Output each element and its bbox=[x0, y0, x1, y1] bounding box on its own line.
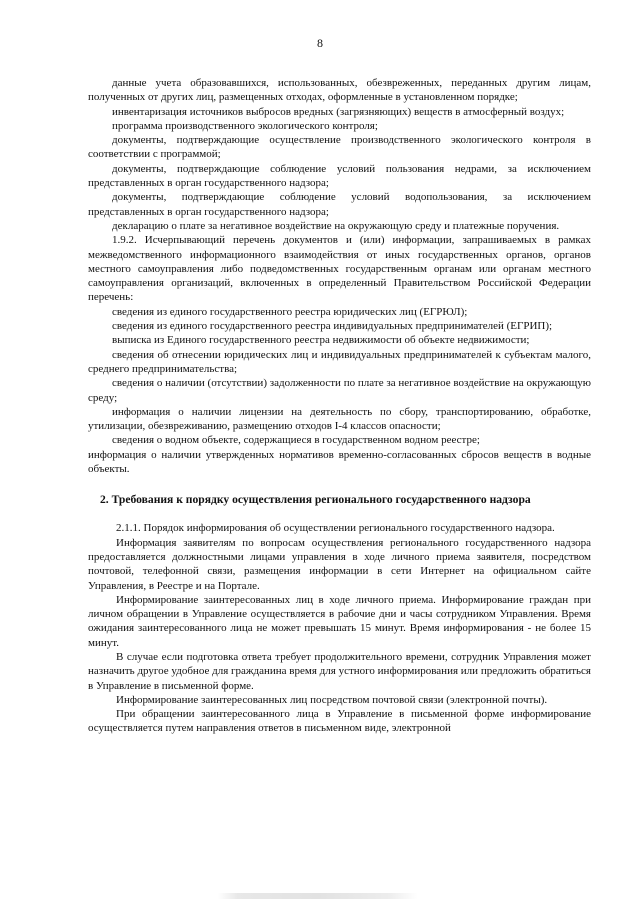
paragraph: программа производственного экологического контроля; bbox=[112, 119, 378, 132]
paragraph: информация о наличии утвержденных нормативов временно-согласованных сбросов веществ в водные объекты. bbox=[88, 448, 591, 476]
paragraph: сведения об отнесении юридических лиц и индивидуальных предпринимателей к субъектам малого, среднего предпринимательства; bbox=[88, 348, 591, 375]
paragraph: документы, подтверждающие соблюдение условий пользования недрами, за исключением представленных в орган государственного надзора; bbox=[88, 162, 591, 190]
paragraph: сведения о водном объекте, содержащиеся в государственном водном реестре; bbox=[112, 434, 480, 447]
paragraph: Информация заявителям по вопросам осуществления регионального государственного надзора предоставляется должностными лицами управления в ходе личного приема заявителя, посредством почтовой, телефонной связи, размещения информации в сети Интернет на официальном сайте Управления, в Реестре и на Портале. bbox=[88, 536, 591, 592]
paragraph: сведения из единого государственного реестра юридических лиц (ЕГРЮЛ); bbox=[112, 305, 468, 318]
paragraph: 1.9.2. Исчерпывающий перечень документов и (или) информации, запрашиваемых в рамках межведомственного информационного взаимодействия от иных государственных органов, органов местного самоуправления либо подведомственных государственным органам или органам местного самоуправления организаций, включенных в определенный Правительством Российской Федерации перечень: bbox=[88, 234, 591, 304]
paragraph: данные учета образовавшихся, использованных, обезвреженных, переданных другим лицам, полученных от других лиц, размещенных отходах, оформленные в установленном порядке; bbox=[88, 77, 591, 104]
paragraph: 2.1.1. Порядок информирования об осуществлении регионального государственного надзора. bbox=[116, 522, 555, 535]
paragraph: сведения о наличии (отсутствии) задолженности по плате за негативное воздействие на окружающую среду; bbox=[88, 377, 591, 404]
paragraph: Информирование заинтересованных лиц в ходе личного приема. Информирование граждан при личном обращении в Управление осуществляется в рабочие дни и часы сотрудником Управления. Время ожидания заинтересованного лица не может превышать 15 минут. Время информирования - не более 15 минут. bbox=[88, 593, 591, 649]
paragraph: Информирование заинтересованных лиц посредством почтовой связи (электронной почты). bbox=[116, 693, 548, 706]
paragraph: При обращении заинтересованного лица в Управление в письменной форме информирование осуществляется путем направления ответов в письменном виде, электронной bbox=[88, 708, 591, 735]
document-body bbox=[88, 76, 591, 736]
paragraph: В случае если подготовка ответа требует продолжительного времени, сотрудник Управления может назначить другое удобное для гражданина время для устного информирования или предложить обратиться в Управление в письменной форме. bbox=[88, 650, 591, 692]
section-heading: 2. Требования к порядку осуществления регионального государственного надзора bbox=[100, 493, 531, 507]
page-number: 8 bbox=[317, 36, 323, 50]
paragraph: инвентаризация источников выбросов вредных (загрязняющих) веществ в атмосферный воздух; bbox=[112, 105, 565, 118]
paragraph: декларацию о плате за негативное воздействие на окружающую среду и платежные поручения. bbox=[112, 219, 560, 232]
paragraph: документы, подтверждающие соблюдение условий водопользования, за исключением представленных в орган государственного надзора; bbox=[88, 191, 591, 218]
paragraph: документы, подтверждающие осуществление производственного экологического контроля в соответствии с программой; bbox=[88, 134, 591, 161]
paragraph: выписка из Единого государственного реестра недвижимости об объекте недвижимости; bbox=[112, 334, 530, 347]
paragraph: информация о наличии лицензии на деятельность по сбору, транспортированию, обработке, утилизации, обезвреживанию, размещению отходов I-4 классов опасности; bbox=[88, 405, 591, 433]
scan-artifact bbox=[218, 893, 418, 899]
paragraph: сведения из единого государственного реестра индивидуальных предпринимателей (ЕГРИП); bbox=[112, 320, 553, 333]
